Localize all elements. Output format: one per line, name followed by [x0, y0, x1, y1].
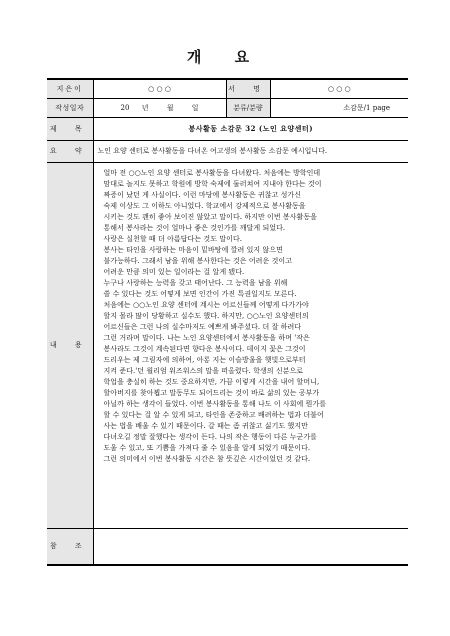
content-line: 통해서 봉사라는 것이 얼마나 좋은 것인가를 깨달게 되었다. — [103, 223, 286, 232]
content-line: 숙제 이상도 그 이하도 아니었다. 학교에서 강제적으로 봉사활동을 — [103, 201, 306, 210]
content-line: 어르신들은 그런 나의 실수마저도 예쁘게 봐주셨다. 더 잘 하려다 — [103, 322, 302, 331]
content-label: 내 용 — [47, 162, 93, 528]
date-month-unit: 월 — [166, 103, 174, 112]
content-line: 할아버지를 찾아뵙고 말동무도 되어드리는 것이 바로 삶의 있는 공부가 — [103, 388, 320, 397]
content-line: 다녀오길 정말 잘했다는 생각이 든다. 나의 작은 행동이 다른 누군가를 — [103, 432, 317, 441]
content-line: 아닐까 하는 생각이 들었다. 이번 봉사활동을 통해 나도 이 사회에 뭔가를 — [103, 399, 327, 408]
signature-label: 서 명 — [226, 79, 270, 98]
size-value: 소감문/1 page — [270, 98, 408, 117]
content-line: 할 수 있다는 걸 알 수 있게 되고, 타인을 존중하고 배려하는 법과 더불어 — [103, 410, 324, 419]
page-title: 개 요 — [186, 48, 264, 66]
summary-text: 노인 요양 센터로 봉사활동을 다녀온 여고생의 봉사활동 소감문 예시입니다. — [93, 140, 408, 162]
content-line: 쓸 수 있다는 것도 어떻게 보면 인간이 가진 특권일지도 모른다. — [103, 289, 297, 298]
content-line: 맘대로 놀지도 못하고 학원에 방학 숙제에 둘러쳐여 지내야 한다는 것이 — [103, 179, 322, 188]
content-line: 봉사라도 그것이 계속된다면 향다운 봉사이다. 데이지 꽃은 그것이 — [103, 344, 306, 353]
content-line: 드리우는 제 그림자에 의하여, 아롱 지는 이슬방울을 햇빛으로부터 — [103, 355, 306, 364]
date-year: 20 — [120, 103, 130, 112]
content-line: 사는 법을 배울 수 있기 때문이다. 갈 때는 좀 귀찮고 싫기도 했지만 — [103, 421, 308, 430]
author-row — [47, 79, 408, 98]
content-line: 지켜 준다.'던 윌리엄 워즈워스의 말을 떠올렸다. 학생의 신분으로 — [103, 366, 304, 375]
content-line: 할지 몰라 많이 당황하고 실수도 했다. 하지만, ○○노인 요양센터의 — [103, 311, 309, 320]
content-line: 그런 거라며 말이다. 나는 노인 요양센터에서 봉사활동을 하며 '작은 — [103, 333, 310, 342]
document-form — [47, 78, 408, 566]
author-label: 지은이 — [47, 79, 93, 98]
date-row — [47, 98, 408, 117]
author-value: ○ ○ ○ — [93, 79, 226, 98]
summary-row — [47, 140, 408, 162]
summary-label: 요 약 — [47, 140, 93, 162]
content-line: 봉사는 타인을 사랑하는 마음이 밑바탕에 깔려 있지 않으면 — [103, 245, 283, 254]
content-line: 어려운 만큼 의미 있는 일이라는 걸 알게 됐다. — [103, 267, 245, 276]
content-body — [93, 162, 408, 528]
content-line: 처음에는 ○○노인 요양 센터에 계시는 어르신들께 어떻게 다가가야 — [103, 300, 309, 309]
date-year-unit: 년 — [141, 103, 149, 112]
content-line: 불가능하다. 그래서 남을 위해 봉사한다는 것은 어려운 것이고 — [103, 256, 292, 265]
content-line: 도울 수 있고, 또 기쁨을 가져다 줄 수 있음을 알게 되었기 때문이다. — [103, 443, 311, 452]
reference-value — [93, 528, 408, 565]
content-line: 얼마 전 ○○노인 요양 센터로 봉사활동을 다녀왔다. 처음에는 방학인데 — [103, 168, 321, 177]
signature-value: ○ ○ ○ — [270, 79, 408, 98]
date-value — [93, 98, 226, 117]
title-row — [47, 117, 408, 140]
content-line: 시키는 것도 괜히 좋아 보이진 않았고 말이다. 하지만 이번 봉사활동을 — [103, 212, 317, 221]
title-label: 제 목 — [47, 117, 93, 140]
content-lines — [104, 168, 403, 465]
content-line: 사랑은 실천할 때 더 아름답다는 것도 말이다. — [103, 234, 243, 243]
document-title: 봉사활동 소감문 32 (노인 요양센터) — [93, 117, 408, 140]
size-label: 분류/분량 — [226, 98, 270, 117]
reference-label: 참 조 — [47, 528, 93, 565]
date-label: 작성일자 — [47, 98, 93, 117]
content-line: 누구나 사랑하는 능력을 갖고 태어난다. 그 능력을 남을 위해 — [103, 278, 288, 287]
content-line: 학업을 충실히 하는 것도 중요하지만, 가끔 이렇게 시간을 내어 할머니, — [103, 377, 320, 386]
content-line: 그런 의미에서 이번 봉사활동 시간은 참 뜻깊은 시간이었던 것 같다. — [103, 454, 311, 463]
date-day-unit: 일 — [191, 103, 199, 112]
reference-row — [47, 528, 408, 565]
content-line: 짜증이 났던 게 사실이다. 이런 마당에 봉사활동은 귀찮고 성가신 — [103, 190, 302, 199]
content-row — [47, 162, 408, 528]
